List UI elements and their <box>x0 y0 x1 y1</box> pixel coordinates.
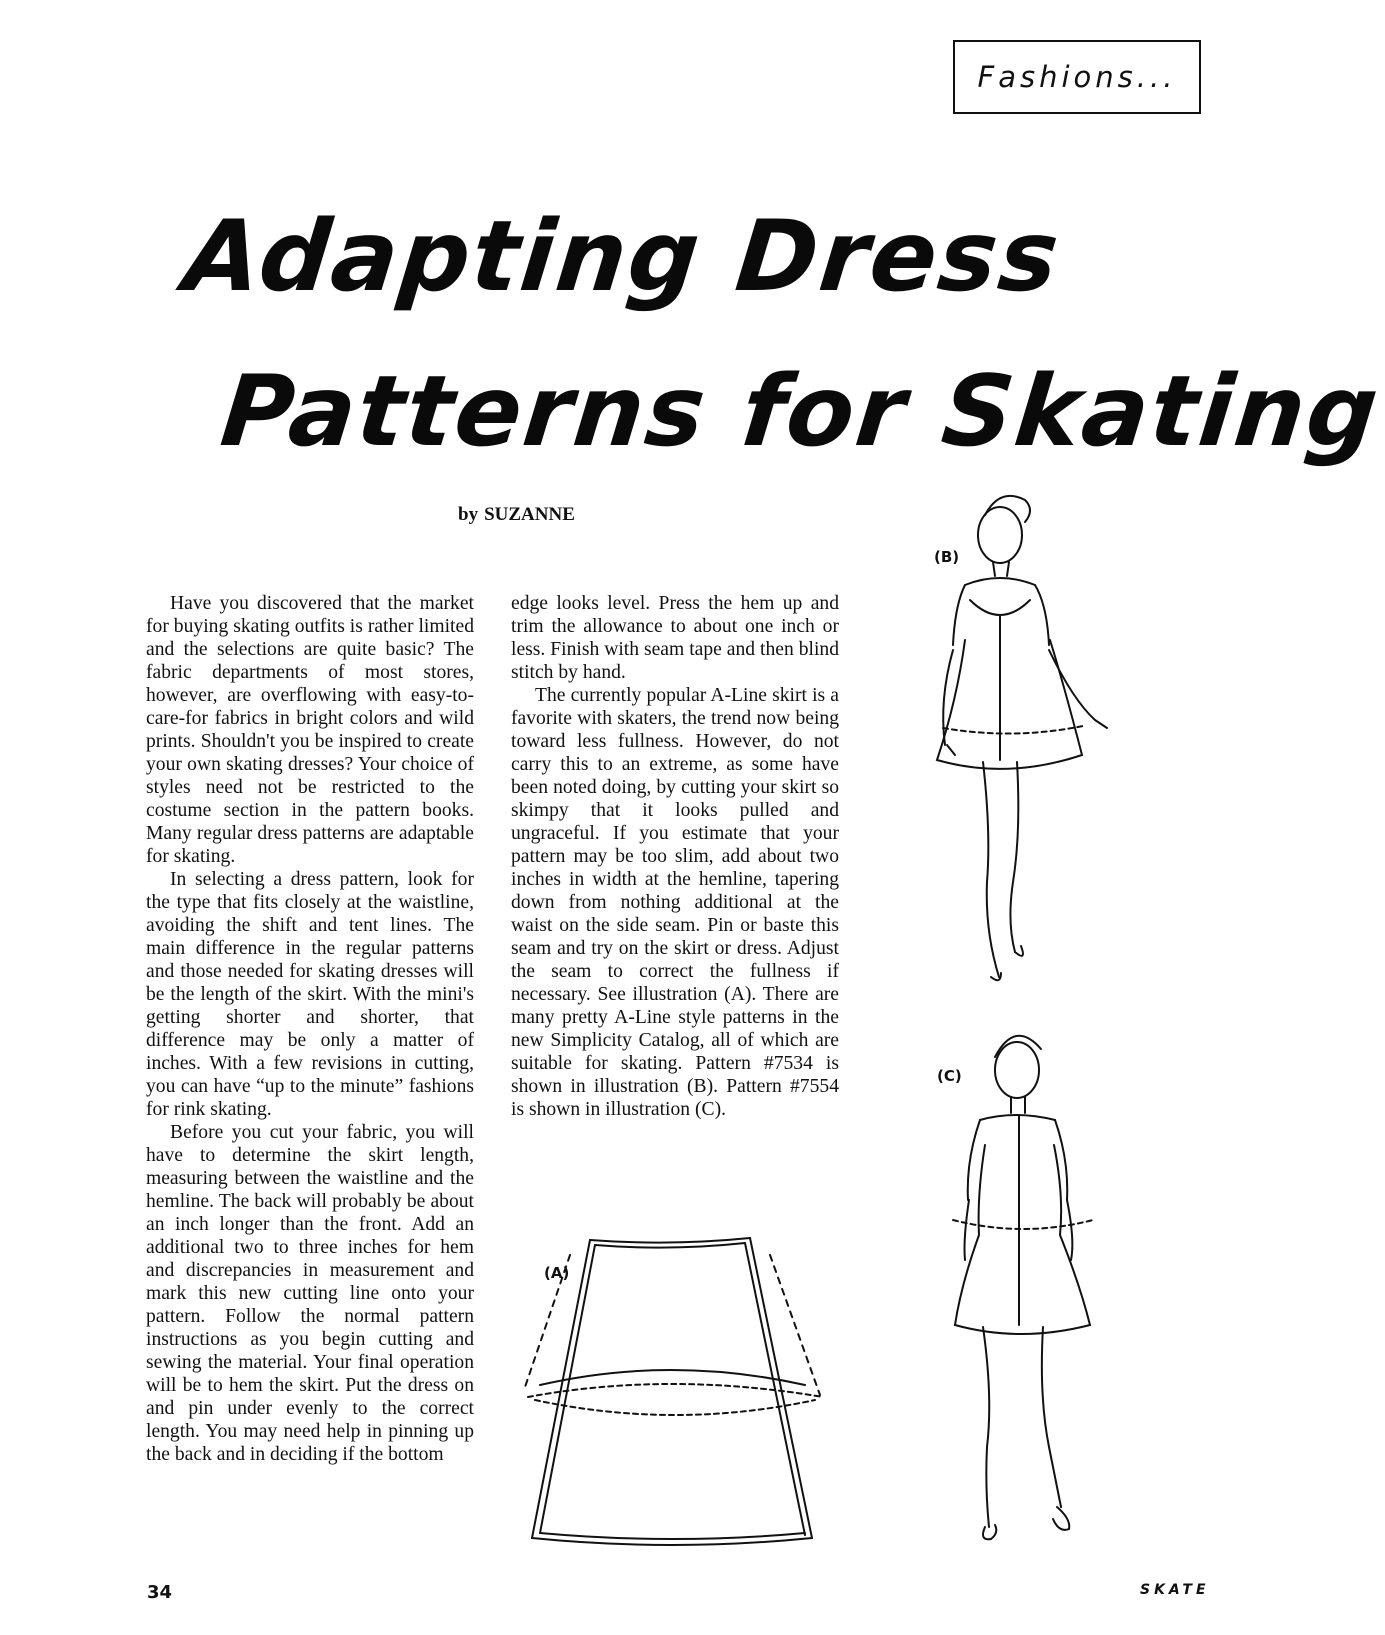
byline-author: SUZANNE <box>484 504 575 525</box>
byline-by: by <box>458 504 479 525</box>
figure-b-label: (B) <box>934 548 960 566</box>
paragraph: Before you cut your fabric, you will have to determine the skirt length, measuring between the waistline and the hemline. The back will probably be about an inch longer than the front. Add an additional two to three inches for hem and discrepancies in measurement and mark this new cutting line onto your pattern. Follow the normal pattern instructions as you begin cutting and sewing the material. Your final operation will be to hem the skirt. Put the dress on and pin under evenly to the correct length. You may need help in pinning up the back and in deciding if the bottom <box>146 1122 474 1465</box>
text-column-2 <box>511 592 839 1121</box>
section-header-text: Fashions... <box>977 60 1177 94</box>
figure-a-label: (A) <box>544 1264 570 1282</box>
figure-a-illustration <box>510 1235 830 1560</box>
paragraph: Have you discovered that the market for buying skating outfits is rather limited and the selections are quite basic? The fabric departments of most stores, however, are overflowing with easy-to-care-for fabrics in bright colors and wild prints. Shouldn't you be inspired to create your own skating dresses? Your choice of styles need not be restricted to the costume section in the pattern books. Many regular dress patterns are adaptable for skating. <box>146 593 474 867</box>
byline <box>458 504 575 526</box>
figure-c-label: (C) <box>937 1067 962 1085</box>
article-title-line-1: Adapting Dress <box>179 200 1066 314</box>
paragraph: In selecting a dress pattern, look for the type that fits closely at the waistline, avoiding the shift and tent lines. The main difference in the regular patterns and those needed for skating dresses will be the length of the skirt. With the mini's getting shorter and shorter, that difference may be only a matter of inches. With a few revisions in cutting, you can have “up to the minute” fashions for rink skating. <box>146 869 474 1120</box>
text-column-1 <box>146 592 474 1466</box>
section-header-box <box>953 40 1201 114</box>
paragraph: edge looks level. Press the hem up and trim the allowance to about one inch or less. Finish with seam tape and then blind stitch by hand. <box>511 593 839 683</box>
magazine-name: SKATE <box>1140 1582 1210 1598</box>
page-number: 34 <box>147 1582 173 1603</box>
article-title-line-2: Patterns for Skating <box>216 355 1385 469</box>
figure-c-illustration <box>925 1015 1125 1545</box>
figure-b-illustration <box>925 490 1125 1010</box>
paragraph: The currently popular A-Line skirt is a favorite with skaters, the trend now being toward less fullness. However, do not carry this to an extreme, as some have been noted doing, by cutting your skirt so skimpy that it looks pulled and ungraceful. If you estimate that your pattern may be too slim, add about two inches in width at the hemline, tapering down from nothing additional at the waist on the side seam. Pin or baste this seam and try on the skirt or dress. Adjust the seam to correct the fullness if necessary. See illustration (A). There are many pretty A-Line style patterns in the new Simplicity Catalog, all of which are suitable for skating. Pattern #7534 is shown in illustration (B). Pattern #7554 is shown in illustration (C). <box>511 685 839 1120</box>
